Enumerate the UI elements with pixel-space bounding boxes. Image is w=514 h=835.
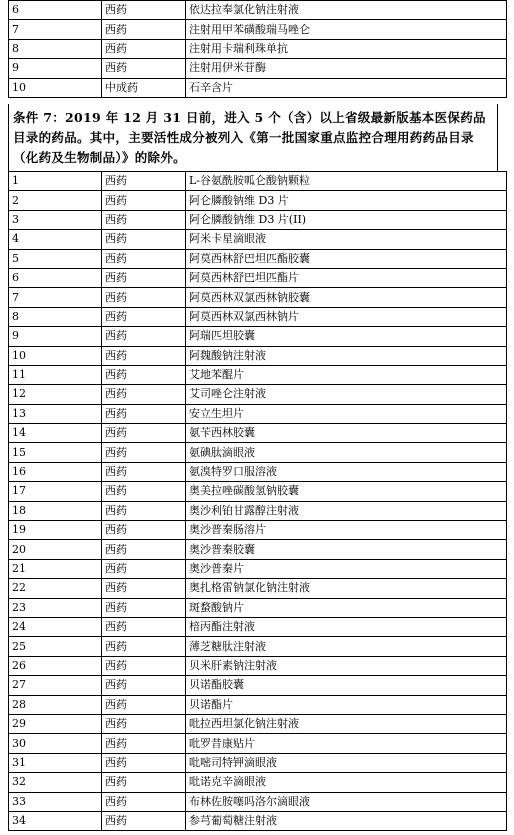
drug-name: 阿莫西林双氯西林钠片 [186, 307, 507, 326]
row-number: 19 [9, 521, 102, 540]
table-row [9, 714, 507, 733]
row-number: 25 [9, 637, 102, 656]
table-row [9, 78, 507, 97]
row-number: 22 [9, 579, 102, 598]
row-number: 18 [9, 501, 102, 520]
drug-name: 依达拉奉氯化钠注射液 [186, 1, 507, 20]
drug-name: 注射用甲苯磺酸瑞马唑仑 [186, 20, 507, 39]
drug-type: 西药 [102, 579, 186, 598]
row-number: 7 [9, 288, 102, 307]
drug-name: 奥沙普秦肠溶片 [186, 521, 507, 540]
table-row [9, 172, 507, 191]
table-row [9, 39, 507, 58]
row-number: 23 [9, 598, 102, 617]
drug-type: 西药 [102, 734, 186, 753]
table-row [9, 753, 507, 772]
table-row [9, 443, 507, 462]
drug-type: 西药 [102, 365, 186, 384]
table-row [9, 327, 507, 346]
drug-type: 西药 [102, 521, 186, 540]
drug-type: 中成药 [102, 78, 186, 97]
drug-type: 西药 [102, 346, 186, 365]
row-number: 5 [9, 249, 102, 268]
table-row [9, 307, 507, 326]
drug-type: 西药 [102, 695, 186, 714]
drug-name: 艾司唑仑注射液 [186, 385, 507, 404]
table-row [9, 695, 507, 714]
row-number: 16 [9, 462, 102, 481]
drug-type: 西药 [102, 288, 186, 307]
drug-type: 西药 [102, 268, 186, 287]
drug-type: 西药 [102, 424, 186, 443]
row-number: 26 [9, 656, 102, 675]
table-row [9, 385, 507, 404]
table-row [9, 346, 507, 365]
drug-type: 西药 [102, 210, 186, 229]
table-row [9, 734, 507, 753]
table-row [9, 773, 507, 792]
drug-name: 阿莫西林舒巴坦匹酯片 [186, 268, 507, 287]
row-number: 9 [9, 59, 102, 78]
table-row [9, 191, 507, 210]
drug-name: 奥美拉唑碳酸氢钠胶囊 [186, 482, 507, 501]
drug-type: 西药 [102, 676, 186, 695]
drug-name: 氨苄西林胶囊 [186, 424, 507, 443]
table-row [9, 521, 507, 540]
row-number: 21 [9, 559, 102, 578]
drug-type: 西药 [102, 482, 186, 501]
drug-type: 西药 [102, 39, 186, 58]
row-number: 8 [9, 307, 102, 326]
drug-name: 氨碘肽滴眼液 [186, 443, 507, 462]
row-number: 12 [9, 385, 102, 404]
row-number: 2 [9, 191, 102, 210]
drug-name: 注射用伊米苷酶 [186, 59, 507, 78]
drug-type: 西药 [102, 307, 186, 326]
row-number: 3 [9, 210, 102, 229]
table-row [9, 210, 507, 229]
drug-name: 艾地苯醌片 [186, 365, 507, 384]
table-row [9, 811, 507, 830]
drug-name: 贝米肝素钠注射液 [186, 656, 507, 675]
drug-name: 奥沙利铂甘露醇注射液 [186, 501, 507, 520]
table-row [9, 792, 507, 811]
drug-type: 西药 [102, 249, 186, 268]
drug-name: 阿仑膦酸钠维 D3 片(II) [186, 210, 507, 229]
table-row [9, 676, 507, 695]
condition-7-text: 条件 7：2019 年 12 月 31 日前，进入 5 个（含）以上省级最新版基本医保药品目录的药品。其中，主要活性成分被列入《第一批国家重点监控合理用药药品目录（化药及生物制品）》的除外。 [8, 104, 498, 171]
row-number: 28 [9, 695, 102, 714]
drug-name: 斑蝥酸钠片 [186, 598, 507, 617]
drug-name: 阿米卡星滴眼液 [186, 230, 507, 249]
drug-type: 西药 [102, 792, 186, 811]
drug-name: 吡拉西坦氯化钠注射液 [186, 714, 507, 733]
drug-name: 注射用卡瑞利珠单抗 [186, 39, 507, 58]
drug-name: 吡嘧司特钾滴眼液 [186, 753, 507, 772]
drug-type: 西药 [102, 20, 186, 39]
drug-name: 石辛含片 [186, 78, 507, 97]
row-number: 24 [9, 617, 102, 636]
table-row [9, 268, 507, 287]
drug-name: 氨溴特罗口服溶液 [186, 462, 507, 481]
drug-name: 吡诺克辛滴眼液 [186, 773, 507, 792]
drug-type: 西药 [102, 540, 186, 559]
drug-name: 奥扎格雷钠氯化钠注射液 [186, 579, 507, 598]
drug-type: 西药 [102, 59, 186, 78]
row-number: 6 [9, 1, 102, 20]
row-number: 10 [9, 346, 102, 365]
row-number: 10 [9, 78, 102, 97]
drug-type: 西药 [102, 714, 186, 733]
row-number: 9 [9, 327, 102, 346]
drug-type: 西药 [102, 811, 186, 830]
table-row [9, 404, 507, 423]
drug-type: 西药 [102, 1, 186, 20]
drug-type: 西药 [102, 637, 186, 656]
table-row [9, 230, 507, 249]
row-number: 31 [9, 753, 102, 772]
table-row [9, 598, 507, 617]
drug-name: L-谷氨酰胺呱仑酸钠颗粒 [186, 172, 507, 191]
table-row [9, 501, 507, 520]
row-number: 15 [9, 443, 102, 462]
drug-type: 西药 [102, 327, 186, 346]
drug-name: 贝诺酯片 [186, 695, 507, 714]
table-row [9, 637, 507, 656]
row-number: 13 [9, 404, 102, 423]
row-number: 20 [9, 540, 102, 559]
table-row [9, 288, 507, 307]
drug-name: 薄芝糖肽注射液 [186, 637, 507, 656]
row-number: 32 [9, 773, 102, 792]
drug-name: 阿瑞匹坦胶囊 [186, 327, 507, 346]
drug-name: 布林佐胺噻吗洛尔滴眼液 [186, 792, 507, 811]
row-number: 30 [9, 734, 102, 753]
row-number: 6 [9, 268, 102, 287]
drug-table-top-body [9, 1, 507, 98]
drug-type: 西药 [102, 191, 186, 210]
table-row [9, 579, 507, 598]
drug-name: 奥沙普秦胶囊 [186, 540, 507, 559]
row-number: 17 [9, 482, 102, 501]
drug-table-bottom-body [9, 172, 507, 831]
table-row [9, 462, 507, 481]
table-row [9, 1, 507, 20]
drug-name: 奥沙普秦片 [186, 559, 507, 578]
drug-name: 吡罗昔康贴片 [186, 734, 507, 753]
drug-name: 棓丙酯注射液 [186, 617, 507, 636]
drug-name: 阿莫西林舒巴坦匹酯胶囊 [186, 249, 507, 268]
drug-table-top [8, 0, 507, 98]
table-row [9, 559, 507, 578]
table-row [9, 656, 507, 675]
table-row [9, 249, 507, 268]
drug-name: 贝诺酯胶囊 [186, 676, 507, 695]
row-number: 8 [9, 39, 102, 58]
row-number: 33 [9, 792, 102, 811]
drug-name: 阿魏酸钠注射液 [186, 346, 507, 365]
drug-type: 西药 [102, 598, 186, 617]
row-number: 34 [9, 811, 102, 830]
drug-type: 西药 [102, 404, 186, 423]
row-number: 29 [9, 714, 102, 733]
table-row [9, 424, 507, 443]
drug-type: 西药 [102, 462, 186, 481]
row-number: 7 [9, 20, 102, 39]
drug-type: 西药 [102, 617, 186, 636]
drug-type: 西药 [102, 385, 186, 404]
table-row [9, 482, 507, 501]
drug-type: 西药 [102, 753, 186, 772]
drug-name: 安立生坦片 [186, 404, 507, 423]
drug-type: 西药 [102, 443, 186, 462]
drug-name: 参芎葡萄糖注射液 [186, 811, 507, 830]
drug-name: 阿仑膦酸钠维 D3 片 [186, 191, 507, 210]
table-row [9, 20, 507, 39]
drug-type: 西药 [102, 773, 186, 792]
row-number: 27 [9, 676, 102, 695]
drug-name: 阿莫西林双氯西林钠胶囊 [186, 288, 507, 307]
drug-type: 西药 [102, 172, 186, 191]
row-number: 4 [9, 230, 102, 249]
table-row [9, 617, 507, 636]
table-row [9, 540, 507, 559]
drug-type: 西药 [102, 501, 186, 520]
row-number: 14 [9, 424, 102, 443]
table-row [9, 365, 507, 384]
row-number: 11 [9, 365, 102, 384]
drug-type: 西药 [102, 230, 186, 249]
row-number: 1 [9, 172, 102, 191]
drug-type: 西药 [102, 656, 186, 675]
table-row [9, 59, 507, 78]
drug-table-bottom [8, 171, 507, 831]
drug-type: 西药 [102, 559, 186, 578]
